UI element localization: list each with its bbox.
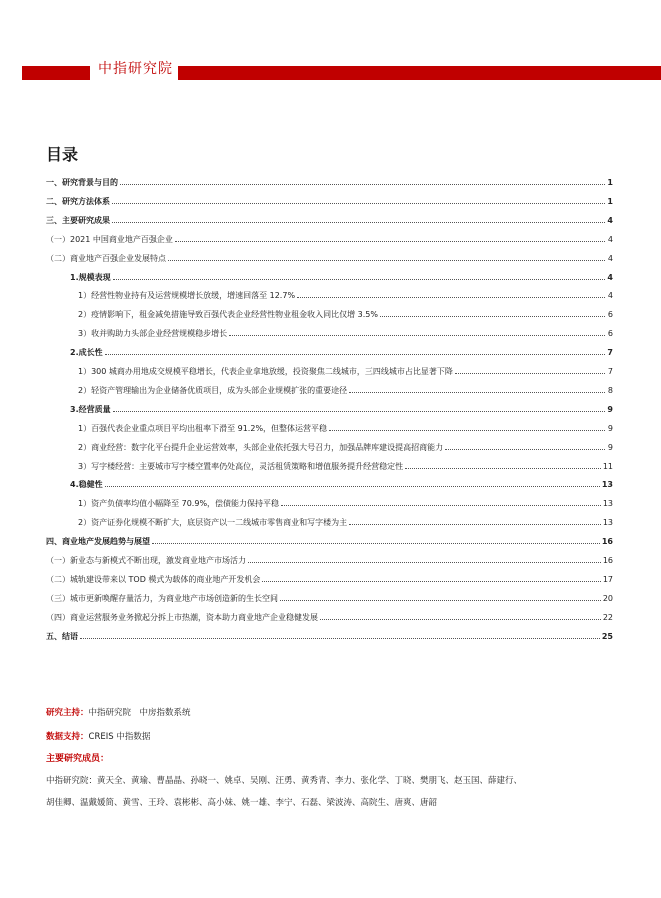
toc-entry-text: 2）轻资产管理输出为企业储备优质项目，成为头部企业规模扩张的重要途径 (78, 385, 348, 395)
toc-entry-text: 3）收并购助力头部企业经营规模稳步增长 (78, 329, 228, 339)
toc-page-number: 1 (607, 196, 613, 206)
toc-page-number: 16 (602, 556, 613, 565)
toc-entry-text: （二）城轨建设带来以 TOD 模式为载体的商业地产开发机会 (46, 574, 261, 584)
toc-entry-text: 2）疫情影响下，租金减免措施导致百强代表企业经营性物业租金收入同比仅增 3.5% (78, 310, 378, 320)
toc-entry[interactable] (78, 286, 613, 302)
toc-entry[interactable] (46, 627, 613, 643)
toc-entry-text: 3.经营质量 (70, 404, 111, 414)
toc-entry-text: 2）商业经营：数字化平台提升企业运营效率，头部企业依托强大号召力，加强品牌库建设提高招商能力 (78, 442, 444, 452)
toc-leader-dots (248, 551, 601, 563)
toc-title: 目录 (46, 145, 79, 164)
toc-leader-dots (168, 249, 605, 261)
toc-entry[interactable] (46, 173, 613, 189)
toc-page-number: 4 (607, 253, 613, 263)
toc-entry[interactable] (78, 419, 613, 435)
header-red-bar-left (22, 66, 90, 80)
toc-page-number: 9 (607, 442, 613, 452)
toc-page-number: 6 (607, 329, 613, 339)
toc-entry[interactable] (70, 343, 613, 359)
toc-entry[interactable] (46, 551, 613, 567)
toc-page-number: 16 (601, 537, 613, 547)
toc-leader-dots (80, 627, 600, 639)
toc-entry-text: （四）商业运营服务业务掀起分拆上市热潮，资本助力商业地产企业稳健发展 (46, 612, 318, 622)
toc-page-number: 1 (607, 178, 613, 187)
toc-leader-dots (349, 513, 601, 525)
toc-entry-text: （二）商业地产百强企业发展特点 (46, 253, 166, 263)
toc-page-number: 9 (607, 404, 613, 414)
toc-entry[interactable] (46, 532, 613, 548)
data-support-value: CREIS 中指数据 (88, 732, 151, 742)
toc-page-number: 7 (607, 348, 613, 358)
toc-leader-dots (380, 305, 605, 317)
toc-leader-dots (349, 381, 605, 393)
toc-entry[interactable] (46, 589, 613, 605)
research-host-value: 中指研究院 中房指数系统 (88, 708, 191, 718)
toc-entry[interactable] (78, 457, 613, 473)
toc-entry[interactable] (46, 608, 613, 624)
toc-entry-text: 1）资产负债率均值小幅降至 70.9%，偿债能力保持平稳 (78, 499, 280, 509)
toc-entry[interactable] (46, 211, 613, 227)
toc-entry-text: 1.规模表现 (70, 272, 111, 282)
toc-entry-text: 1）300 城商办用地成交规模平稳增长，代表企业拿地放缓，投资聚焦二线城市，三四线城市占比显著下降 (78, 367, 453, 376)
toc-entry-text: （一）新业态与新模式不断出现，激发商业地产市场活力 (46, 556, 246, 565)
toc-entry[interactable] (78, 438, 613, 454)
toc-entry[interactable] (46, 230, 613, 246)
toc-leader-dots (113, 400, 605, 412)
toc-leader-dots (405, 457, 601, 469)
toc-leader-dots (445, 438, 605, 450)
toc-entry[interactable] (46, 192, 613, 208)
toc-entry-text: 4.稳健性 (70, 480, 103, 490)
toc-page-number: 4 (607, 272, 613, 282)
toc-entry-text: 三、主要研究成果 (46, 215, 110, 225)
toc-entry-text: 四、商业地产发展趋势与展望 (46, 537, 150, 547)
toc-leader-dots (112, 192, 605, 204)
toc-leader-dots (105, 343, 605, 355)
members-line-2: 胡佳卿、温戴媛简、黄雪、王玲、袁彬彬、高小妹、姚一雄、李宁、石磊、梁波涛、高院生、唐爽、唐韶 (46, 798, 438, 808)
toc-page-number: 4 (607, 234, 613, 244)
toc-entry[interactable] (78, 513, 613, 529)
toc-leader-dots (229, 324, 605, 336)
toc-page-number: 11 (602, 461, 613, 471)
toc-entry[interactable] (78, 324, 613, 340)
members-line-1: 中指研究院：黄天全、黄瑜、曹晶晶、孙晓一、姚卓、吴刚、汪勇、黄秀青、李力、张化学、丁晓、樊朋飞、赵玉国、薛建行、 (46, 776, 523, 786)
toc-leader-dots (297, 286, 605, 298)
research-host-line (46, 706, 191, 720)
toc-leader-dots (120, 173, 605, 185)
toc-entry[interactable] (70, 268, 613, 284)
toc-entry-text: 2.成长性 (70, 348, 103, 358)
toc-leader-dots (152, 532, 600, 544)
toc-page-number: 9 (607, 423, 613, 433)
toc-entry-text: （三）城市更新唤醒存量活力，为商业地产市场创造新的生长空间 (46, 593, 278, 603)
toc-entry-text: 二、研究方法体系 (46, 196, 110, 206)
toc-entry-text: 五、结语 (46, 631, 78, 641)
toc-leader-dots (175, 230, 605, 242)
data-support-line (46, 730, 150, 744)
toc-page-number: 6 (607, 310, 613, 320)
toc-entry[interactable] (78, 362, 613, 378)
toc-entry[interactable] (78, 381, 613, 397)
header-red-bar-right (178, 66, 661, 80)
toc-entry[interactable] (46, 570, 613, 586)
toc-page-number: 25 (601, 631, 613, 641)
toc-page-number: 8 (607, 385, 613, 395)
toc-page-number: 22 (602, 612, 613, 622)
toc-leader-dots (105, 475, 600, 487)
toc-leader-dots (320, 608, 601, 620)
toc-entry[interactable] (78, 494, 613, 510)
toc-page-number: 7 (607, 367, 613, 376)
toc-entry[interactable] (70, 475, 613, 491)
toc-entry-text: 2）资产证券化规模不断扩大，底层资产以一二线城市零售商业和写字楼为主 (78, 518, 348, 528)
toc-entry-text: 1）百强代表企业重点项目平均出租率下滑至 91.2%，但整体运营平稳 (78, 423, 328, 433)
toc-entry-text: 一、研究背景与目的 (46, 178, 118, 187)
toc-page-number: 4 (607, 291, 613, 301)
toc-entry[interactable] (70, 400, 613, 416)
toc-page-number: 13 (602, 499, 613, 509)
toc-entry-text: 1）经营性物业持有及运营规模增长放缓，增速回落至 12.7% (78, 291, 296, 301)
toc-entry-text: （一）2021 中国商业地产百强企业 (46, 234, 173, 244)
toc-leader-dots (113, 268, 605, 280)
toc-leader-dots (112, 211, 605, 223)
page-header (0, 58, 661, 80)
toc-leader-dots (281, 494, 601, 506)
toc-page-number: 17 (602, 574, 613, 584)
toc-entry[interactable] (46, 249, 613, 265)
data-support-label: 数据支持： (46, 732, 89, 742)
toc-leader-dots (329, 419, 605, 431)
toc-page-number: 20 (602, 593, 613, 603)
members-heading: 主要研究成员： (46, 754, 110, 764)
toc-leader-dots (280, 589, 601, 601)
toc-page-number: 13 (602, 518, 613, 528)
toc-entry[interactable] (78, 305, 613, 321)
toc-page-number: 13 (601, 480, 613, 490)
research-host-label: 研究主持： (46, 708, 89, 718)
toc-leader-dots (455, 362, 605, 374)
toc-page-number: 4 (607, 215, 613, 225)
brand-name: 中指研究院 (98, 61, 173, 77)
toc-leader-dots (262, 570, 600, 582)
toc-entry-text: 3）写字楼经营：主要城市写字楼空置率仍处高位，灵活租赁策略和增值服务提升经营稳定性 (78, 461, 404, 471)
